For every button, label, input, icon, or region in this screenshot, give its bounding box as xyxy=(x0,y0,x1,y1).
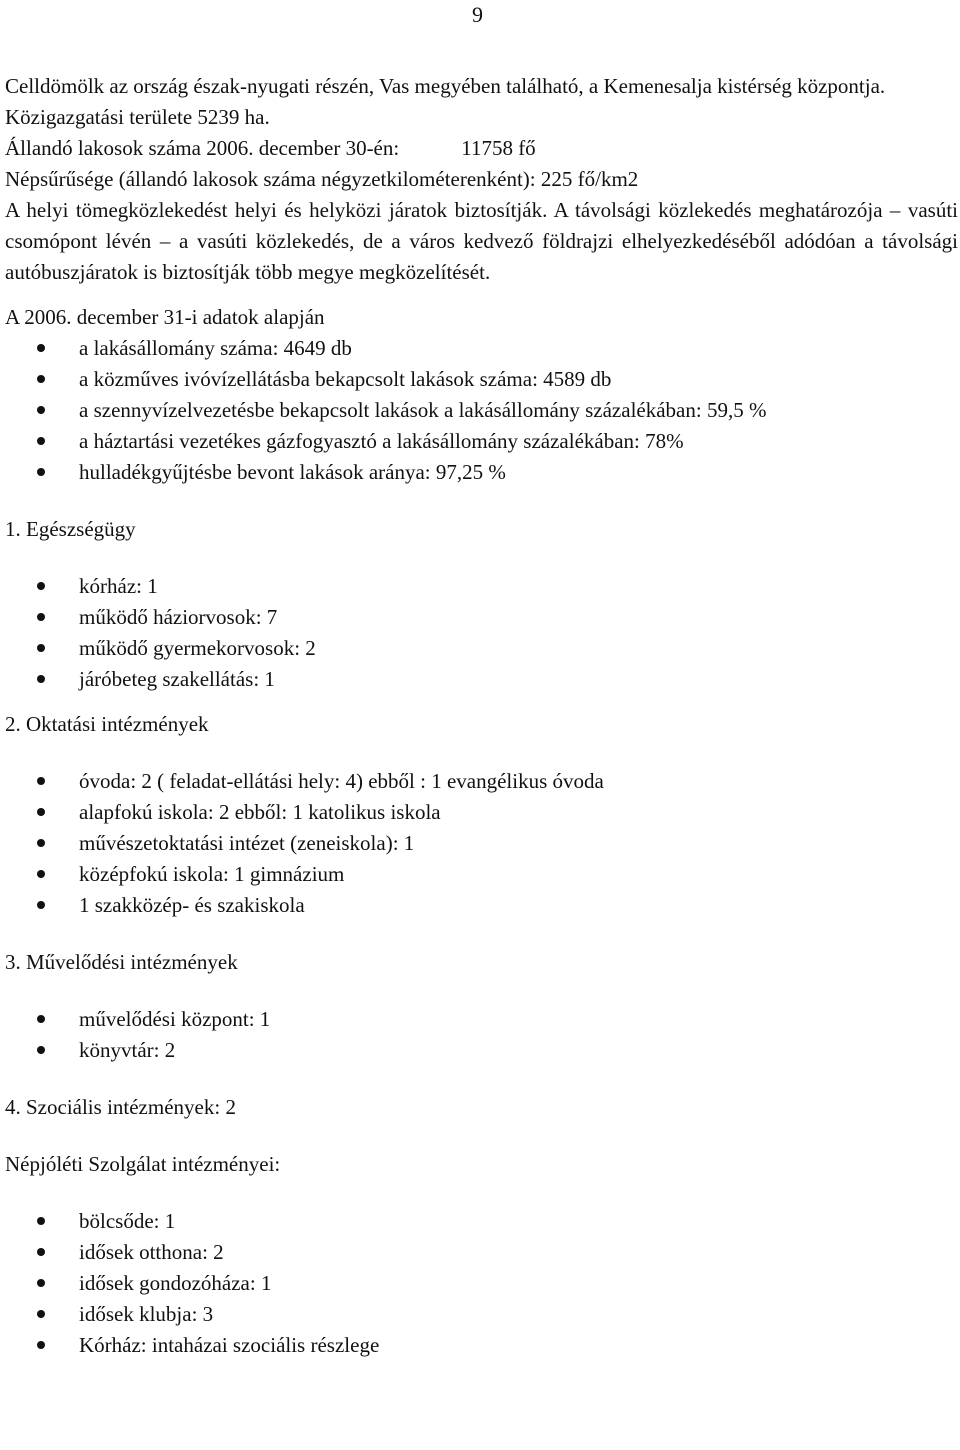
culture-list xyxy=(5,1004,958,1066)
bullet-icon xyxy=(37,437,45,445)
list-item-text: működő háziorvosok: 7 xyxy=(79,605,278,629)
list-item xyxy=(5,1299,958,1330)
list-item xyxy=(5,571,958,602)
social-heading: 4. Szociális intézmények: 2 xyxy=(5,1095,236,1119)
welfare-list xyxy=(5,1206,958,1361)
list-item xyxy=(5,457,958,488)
list-item-text: hulladékgyűjtésbe bevont lakások aránya: 97,25 % xyxy=(79,460,506,484)
education-list xyxy=(5,766,958,921)
health-heading: 1. Egészségügy xyxy=(5,517,136,541)
list-item-text: Kórház: intaházai szociális részlege xyxy=(79,1333,380,1357)
population-value: 11758 fő xyxy=(461,136,536,160)
list-item xyxy=(5,633,958,664)
list-item-text: könyvtár: 2 xyxy=(79,1038,176,1062)
bullet-icon xyxy=(37,870,45,878)
bullet-icon xyxy=(37,344,45,352)
list-item xyxy=(5,859,958,890)
bullet-icon xyxy=(37,1310,45,1318)
bullet-icon xyxy=(37,901,45,909)
list-item xyxy=(5,1004,958,1035)
bullet-icon xyxy=(37,1015,45,1023)
list-item xyxy=(5,602,958,633)
bullet-icon xyxy=(37,839,45,847)
bullet-icon xyxy=(37,777,45,785)
bullet-icon xyxy=(37,808,45,816)
list-item xyxy=(5,333,958,364)
list-item-text: működő gyermekorvosok: 2 xyxy=(79,636,316,660)
document-body xyxy=(5,71,958,1361)
list-item xyxy=(5,395,958,426)
list-item-text: a közműves ivóvízellátásba bekapcsolt lakások száma: 4589 db xyxy=(79,367,612,391)
list-item-text: idősek klubja: 3 xyxy=(79,1302,214,1326)
list-item xyxy=(5,426,958,457)
list-item xyxy=(5,890,958,921)
bullet-icon xyxy=(37,1046,45,1054)
bullet-icon xyxy=(37,675,45,683)
bullet-icon xyxy=(37,1248,45,1256)
education-heading: 2. Oktatási intézmények xyxy=(5,712,209,736)
list-item-text: járóbeteg szakellátás: 1 xyxy=(79,667,275,691)
list-item-text: középfokú iskola: 1 gimnázium xyxy=(79,862,345,886)
housing-heading: A 2006. december 31-i adatok alapján xyxy=(5,305,325,329)
transport-paragraph: A helyi tömegközlekedést helyi és helyközi járatok biztosítják. A távolsági közlekedés meghatározója – vasúti csomópont lévén – a vasúti közlekedés, de a város kedvező földrajzi elhelyezkedéséből adódóan a távolsági autóbuszjáratok is biztosítják több megye megközelítését. xyxy=(5,198,958,284)
list-item xyxy=(5,364,958,395)
list-item-text: óvoda: 2 ( feladat-ellátási hely: 4) ebből : 1 evangélikus óvoda xyxy=(79,769,604,793)
density-text: Népsűrűsége (állandó lakosok száma négyzetkilométerenként): 225 fő/km2 xyxy=(5,167,639,191)
list-item xyxy=(5,1268,958,1299)
list-item-text: alapfokú iskola: 2 ebből: 1 katolikus iskola xyxy=(79,800,441,824)
bullet-icon xyxy=(37,582,45,590)
list-item-text: művészetoktatási intézet (zeneiskola): 1 xyxy=(79,831,415,855)
bullet-icon xyxy=(37,406,45,414)
list-item xyxy=(5,1206,958,1237)
population-line xyxy=(5,133,958,164)
bullet-icon xyxy=(37,1341,45,1349)
list-item-text: idősek gondozóháza: 1 xyxy=(79,1271,272,1295)
welfare-heading: Népjóléti Szolgálat intézményei: xyxy=(5,1152,281,1176)
list-item xyxy=(5,766,958,797)
list-item-text: bölcsőde: 1 xyxy=(79,1209,176,1233)
intro-paragraph: Celldömölk az ország észak-nyugati részén, Vas megyében található, a Kemenesalja kistérség központja. xyxy=(5,74,886,98)
list-item-text: művelődési központ: 1 xyxy=(79,1007,271,1031)
list-item-text: idősek otthona: 2 xyxy=(79,1240,224,1264)
bullet-icon xyxy=(37,613,45,621)
list-item xyxy=(5,664,958,695)
population-label: Állandó lakosok száma 2006. december 30-én: xyxy=(5,136,400,160)
area-text: Közigazgatási területe 5239 ha. xyxy=(5,105,270,129)
list-item-text: a lakásállomány száma: 4649 db xyxy=(79,336,352,360)
health-list xyxy=(5,571,958,695)
bullet-icon xyxy=(37,375,45,383)
list-item xyxy=(5,1035,958,1066)
list-item-text: a háztartási vezetékes gázfogyasztó a lakásállomány százalékában: 78% xyxy=(79,429,684,453)
list-item-text: kórház: 1 xyxy=(79,574,158,598)
list-item xyxy=(5,1237,958,1268)
page-number: 9 xyxy=(472,2,483,27)
list-item xyxy=(5,828,958,859)
bullet-icon xyxy=(37,644,45,652)
list-item xyxy=(5,1330,958,1361)
list-item-text: a szennyvízelvezetésbe bekapcsolt lakások a lakásállomány százalékában: 59,5 % xyxy=(79,398,767,422)
bullet-icon xyxy=(37,1217,45,1225)
bullet-icon xyxy=(37,468,45,476)
list-item-text: 1 szakközép- és szakiskola xyxy=(79,893,305,917)
housing-list xyxy=(5,333,958,488)
culture-heading: 3. Művelődési intézmények xyxy=(5,950,238,974)
list-item xyxy=(5,797,958,828)
bullet-icon xyxy=(37,1279,45,1287)
